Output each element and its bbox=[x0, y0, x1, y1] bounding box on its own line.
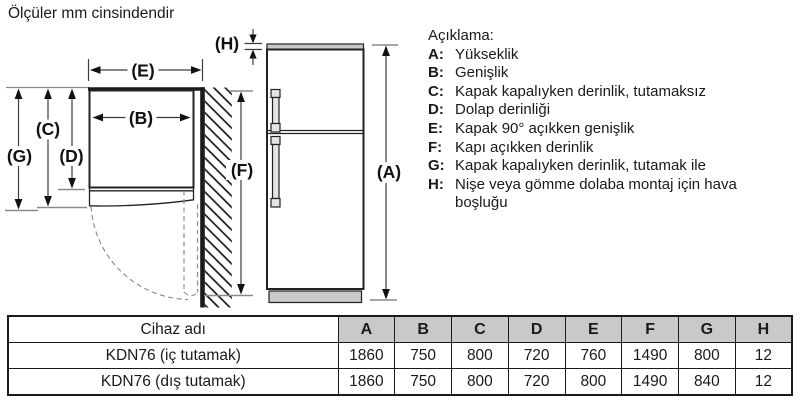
device-name: KDN76 (iç tutamak) bbox=[8, 343, 338, 369]
dimension-cell: 750 bbox=[395, 343, 452, 369]
dimension-cell: 750 bbox=[395, 369, 452, 396]
legend bbox=[428, 27, 780, 213]
legend-text: Dolap derinliği bbox=[455, 101, 551, 119]
dimension-cell: 720 bbox=[508, 369, 565, 396]
dim-label-h: (H) bbox=[214, 33, 240, 54]
cabinet-top-view bbox=[90, 91, 194, 188]
page-title: Ölçüler mm cinsindendir bbox=[8, 5, 175, 22]
legend-item-h bbox=[428, 176, 780, 213]
legend-key: B: bbox=[428, 64, 444, 82]
device-name-header: Cihaz adı bbox=[8, 316, 338, 343]
legend-item-e bbox=[428, 120, 780, 139]
legend-item-b bbox=[428, 64, 780, 83]
legend-key: A: bbox=[428, 45, 444, 63]
column-header-a: A bbox=[338, 316, 395, 343]
cabinet-front-view bbox=[267, 50, 364, 290]
legend-key: H: bbox=[428, 175, 444, 193]
legend-text: Kapı açıkken derinlik bbox=[455, 138, 594, 156]
table-row bbox=[8, 369, 792, 396]
legend-text: Yükseklik bbox=[455, 45, 519, 63]
fridge-door-handle bbox=[271, 137, 280, 208]
dimension-diagram bbox=[0, 0, 420, 312]
legend-item-f bbox=[428, 139, 780, 158]
legend-item-d bbox=[428, 101, 780, 120]
fridge-plan-view bbox=[4, 59, 258, 308]
column-header-e: E bbox=[565, 316, 622, 343]
table-header-row bbox=[8, 316, 792, 343]
dimensions-table bbox=[7, 315, 793, 396]
legend-item-a bbox=[428, 46, 780, 65]
dimension-cell: 1490 bbox=[622, 343, 679, 369]
dim-label-c: (C) bbox=[35, 119, 61, 139]
door-open-outline bbox=[184, 292, 198, 296]
dimension-cell: 800 bbox=[565, 369, 622, 396]
legend-text: Kapak kapalıyken derinlik, tutamak ile bbox=[455, 157, 706, 175]
column-header-f: F bbox=[622, 316, 679, 343]
door-swing-arc bbox=[91, 207, 188, 300]
dim-label-b: (B) bbox=[128, 108, 154, 128]
column-header-g: G bbox=[679, 316, 736, 343]
legend-key: D: bbox=[428, 101, 444, 119]
column-header-b: B bbox=[395, 316, 452, 343]
dimension-cell: 800 bbox=[679, 343, 736, 369]
dim-label-f: (F) bbox=[230, 160, 254, 180]
dimension-cell: 1860 bbox=[338, 343, 395, 369]
dim-label-g: (G) bbox=[6, 146, 33, 166]
legend-text: Nişe veya gömme dolaba montaj için hava boşluğu bbox=[455, 175, 737, 212]
plinth bbox=[269, 291, 362, 303]
device-name: KDN76 (dış tutamak) bbox=[8, 369, 338, 396]
dimension-cell: 1860 bbox=[338, 369, 395, 396]
legend-text: Kapak kapalıyken derinlik, tutamaksız bbox=[455, 82, 706, 100]
dimension-cell: 800 bbox=[452, 343, 509, 369]
wall-hatching bbox=[205, 88, 232, 308]
dim-label-d: (D) bbox=[59, 146, 84, 166]
legend-key: E: bbox=[428, 119, 443, 137]
column-header-h: H bbox=[735, 316, 792, 343]
dimension-cell: 840 bbox=[679, 369, 736, 396]
dimension-cell: 760 bbox=[565, 343, 622, 369]
dimension-cell: 12 bbox=[735, 343, 792, 369]
legend-key: F: bbox=[428, 138, 443, 156]
column-header-d: D bbox=[508, 316, 565, 343]
dimension-cell: 800 bbox=[452, 369, 509, 396]
legend-item-c bbox=[428, 83, 780, 102]
dimension-cell: 12 bbox=[735, 369, 792, 396]
legend-key: G: bbox=[428, 157, 445, 175]
dim-label-a: (A) bbox=[376, 162, 402, 182]
table-row bbox=[8, 343, 792, 369]
column-header-c: C bbox=[452, 316, 509, 343]
freezer-door-handle bbox=[271, 90, 280, 133]
dimension-cell: 720 bbox=[508, 343, 565, 369]
legend-key: C: bbox=[428, 82, 444, 100]
dim-label-e: (E) bbox=[131, 60, 155, 81]
legend-item-g bbox=[428, 157, 780, 176]
legend-heading: Açıklama: bbox=[428, 27, 494, 44]
legend-text: Genişlik bbox=[455, 64, 509, 82]
dimension-cell: 1490 bbox=[622, 369, 679, 396]
legend-text: Kapak 90° açıkken genişlik bbox=[455, 119, 635, 137]
